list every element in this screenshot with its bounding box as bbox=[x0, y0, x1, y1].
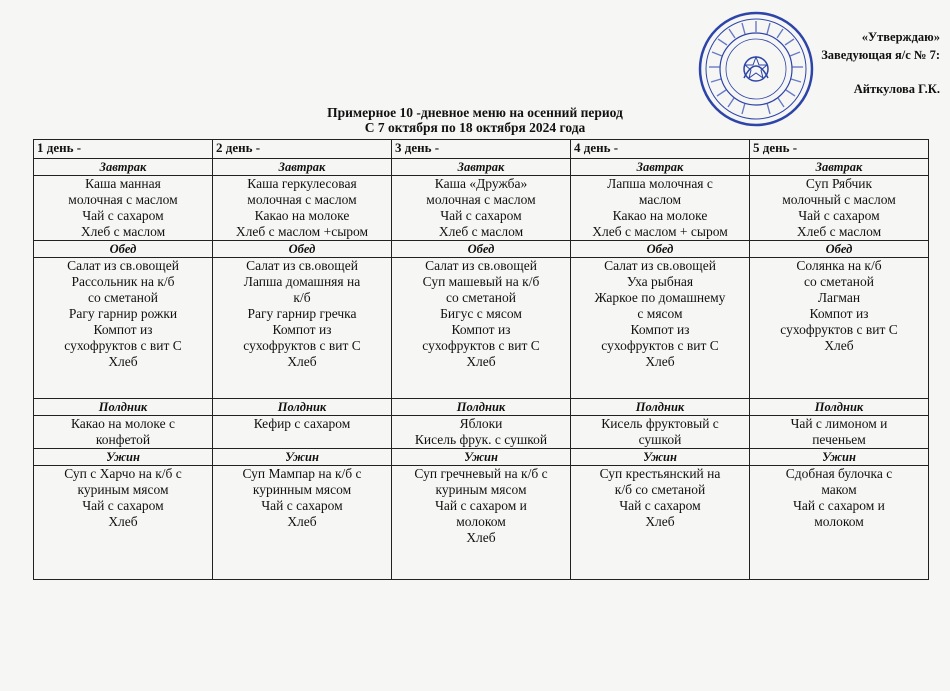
dish-line: Чай с лимоном и bbox=[790, 416, 888, 431]
dish-line: Рассольник на к/б bbox=[71, 274, 175, 289]
dish-line: Хлеб bbox=[108, 514, 138, 529]
dish-line: Суп с Харчо на к/б с bbox=[64, 466, 182, 481]
title-line-2: С 7 октября по 18 октября 2024 года bbox=[364, 120, 586, 135]
meal-label-row-lunch bbox=[34, 241, 929, 258]
dish-line: сухофруктов с вит С bbox=[780, 322, 898, 337]
menu-cell-snack bbox=[34, 416, 213, 449]
dish-line: Хлеб с маслом + сыром bbox=[592, 224, 728, 239]
dish-line: конфетой bbox=[95, 432, 151, 447]
dish-line: Какао на молоке с bbox=[70, 416, 176, 431]
dish-line: молочная с маслом bbox=[68, 192, 178, 207]
meal-label-lunch: Обед bbox=[392, 241, 571, 258]
menu-cell-dinner bbox=[750, 466, 929, 580]
approval-position: Заведующая я/с № 7: bbox=[821, 48, 940, 62]
dish-line: молоком bbox=[456, 514, 506, 529]
dish-line: Хлеб с маслом bbox=[438, 224, 524, 239]
meal-label-snack: Полдник bbox=[213, 399, 392, 416]
menu-cell-lunch bbox=[392, 258, 571, 399]
meal-label-breakfast: Завтрак bbox=[571, 159, 750, 176]
dish-line: Компот из bbox=[93, 322, 153, 337]
day-header-cell: 5 день - bbox=[750, 140, 929, 159]
dish-line: Каша геркулесовая bbox=[247, 176, 357, 191]
dish-line: Хлеб bbox=[645, 354, 675, 369]
menu-cell-breakfast bbox=[34, 176, 213, 241]
dishes-row-lunch bbox=[34, 258, 929, 399]
dish-line: Хлеб bbox=[466, 354, 496, 369]
dish-line: Хлеб с маслом bbox=[796, 224, 882, 239]
dish-line: Чай с сахаром и bbox=[793, 498, 885, 513]
dish-line: молочная с маслом bbox=[426, 192, 536, 207]
dish-line: Рагу гарнир гречка bbox=[247, 306, 357, 321]
dish-line: Хлеб с маслом +сыром bbox=[235, 224, 369, 239]
menu-title bbox=[0, 105, 950, 135]
dish-line: Компот из bbox=[630, 322, 690, 337]
menu-cell-lunch bbox=[750, 258, 929, 399]
approval-heading: «Утверждаю» bbox=[861, 30, 940, 44]
menu-cell-snack bbox=[392, 416, 571, 449]
dish-line: Хлеб bbox=[108, 354, 138, 369]
day-header-cell: 2 день - bbox=[213, 140, 392, 159]
meal-label-row-snack bbox=[34, 399, 929, 416]
dish-line: Компот из bbox=[272, 322, 332, 337]
menu-cell-dinner bbox=[392, 466, 571, 580]
dish-line: Чай с сахаром bbox=[261, 498, 343, 513]
dish-line: Компот из bbox=[451, 322, 511, 337]
dish-line: Хлеб bbox=[287, 354, 317, 369]
meal-label-breakfast: Завтрак bbox=[213, 159, 392, 176]
dish-line: Лагман bbox=[817, 290, 861, 305]
day-header-row bbox=[34, 140, 929, 159]
menu-cell-breakfast bbox=[750, 176, 929, 241]
meal-label-lunch: Обед bbox=[213, 241, 392, 258]
dish-line: Хлеб bbox=[287, 514, 317, 529]
menu-cell-dinner bbox=[34, 466, 213, 580]
approval-block bbox=[790, 28, 940, 98]
dish-line: Суп гречневый на к/б с bbox=[414, 466, 548, 481]
dish-line: сушкой bbox=[638, 432, 682, 447]
dish-line: сухофруктов с вит С bbox=[422, 338, 540, 353]
meal-label-dinner: Ужин bbox=[34, 449, 213, 466]
dish-line: со сметаной bbox=[804, 274, 874, 289]
dish-line: Кисель фрук. с сушкой bbox=[414, 432, 548, 447]
dish-line: Кефир с сахаром bbox=[253, 416, 351, 431]
meal-label-lunch: Обед bbox=[750, 241, 929, 258]
meal-label-snack: Полдник bbox=[34, 399, 213, 416]
meal-label-dinner: Ужин bbox=[392, 449, 571, 466]
meal-label-snack: Полдник bbox=[392, 399, 571, 416]
dish-line: Чай с сахаром и bbox=[435, 498, 527, 513]
dish-line: Уха рыбная bbox=[626, 274, 694, 289]
dish-line: Суп Мампар на к/б с bbox=[242, 466, 362, 481]
dish-line: Салат из св.овощей bbox=[246, 258, 358, 273]
dish-line: Чай с сахаром bbox=[798, 208, 880, 223]
dishes-row-snack bbox=[34, 416, 929, 449]
dish-line: Какао на молоке bbox=[612, 208, 708, 223]
menu-cell-snack bbox=[750, 416, 929, 449]
dish-line: со сметаной bbox=[88, 290, 158, 305]
meal-label-dinner: Ужин bbox=[571, 449, 750, 466]
menu-cell-breakfast bbox=[213, 176, 392, 241]
approval-name: Айткулова Г.К. bbox=[853, 82, 940, 96]
dishes-row-breakfast bbox=[34, 176, 929, 241]
dish-line: Салат из св.овощей bbox=[604, 258, 716, 273]
dish-line: Суп Рябчик bbox=[805, 176, 873, 191]
dish-line: Суп крестьянский на bbox=[599, 466, 721, 481]
meal-label-lunch: Обед bbox=[34, 241, 213, 258]
dish-line: к/б со сметаной bbox=[614, 482, 706, 497]
dish-line: Чай с сахаром bbox=[82, 208, 164, 223]
day-header-cell: 1 день - bbox=[34, 140, 213, 159]
meal-label-snack: Полдник bbox=[750, 399, 929, 416]
dish-line: Чай с сахаром bbox=[82, 498, 164, 513]
menu-cell-lunch bbox=[213, 258, 392, 399]
menu-cell-dinner bbox=[571, 466, 750, 580]
dish-line: Хлеб bbox=[645, 514, 675, 529]
dish-line: Каша манная bbox=[85, 176, 161, 191]
dish-line: маком bbox=[821, 482, 857, 497]
dish-line: молоком bbox=[814, 514, 864, 529]
dish-line: Сдобная булочка с bbox=[785, 466, 893, 481]
dish-line: сухофруктов с вит С bbox=[64, 338, 182, 353]
dish-line: Солянка на к/б bbox=[796, 258, 882, 273]
dish-line: Яблоки bbox=[459, 416, 503, 431]
dish-line: печеньем bbox=[812, 432, 866, 447]
dish-line: молочный с маслом bbox=[782, 192, 896, 207]
dish-line: Хлеб bbox=[824, 338, 854, 353]
meal-label-lunch: Обед bbox=[571, 241, 750, 258]
dish-line: Чай с сахаром bbox=[440, 208, 522, 223]
meal-label-snack: Полдник bbox=[571, 399, 750, 416]
dish-line: Кисель фруктовый с bbox=[601, 416, 719, 431]
dish-line: Хлеб bbox=[466, 530, 496, 545]
dish-line: Компот из bbox=[809, 306, 869, 321]
dish-line: куринным мясом bbox=[252, 482, 352, 497]
dish-line: Лапша домашняя на bbox=[243, 274, 361, 289]
day-header-cell: 3 день - bbox=[392, 140, 571, 159]
meal-label-row-dinner bbox=[34, 449, 929, 466]
menu-cell-snack bbox=[571, 416, 750, 449]
menu-cell-snack bbox=[213, 416, 392, 449]
title-line-1: Примерное 10 -дневное меню на осенний период bbox=[327, 105, 623, 120]
dish-line: маслом bbox=[638, 192, 682, 207]
dish-line: Хлеб с маслом bbox=[80, 224, 166, 239]
meal-label-row-breakfast bbox=[34, 159, 929, 176]
dish-line: Рагу гарнир рожки bbox=[68, 306, 178, 321]
dish-line: сухофруктов с вит С bbox=[243, 338, 361, 353]
meal-label-dinner: Ужин bbox=[750, 449, 929, 466]
menu-cell-lunch bbox=[34, 258, 213, 399]
dish-line: Салат из св.овощей bbox=[67, 258, 179, 273]
dish-line: к/б bbox=[293, 290, 311, 305]
dish-line: Лапша молочная с bbox=[607, 176, 713, 191]
meal-label-dinner: Ужин bbox=[213, 449, 392, 466]
menu-cell-dinner bbox=[213, 466, 392, 580]
meal-label-breakfast: Завтрак bbox=[34, 159, 213, 176]
dish-line: молочная с маслом bbox=[247, 192, 357, 207]
menu-cell-breakfast bbox=[392, 176, 571, 241]
dish-line: с мясом bbox=[637, 306, 683, 321]
menu-cell-lunch bbox=[571, 258, 750, 399]
dish-line: куриным мясом bbox=[435, 482, 527, 497]
dish-line: Салат из св.овощей bbox=[425, 258, 537, 273]
menu-table bbox=[33, 139, 929, 580]
dish-line: Чай с сахаром bbox=[619, 498, 701, 513]
dish-line: куриным мясом bbox=[77, 482, 169, 497]
dish-line: Жаркое по домашнему bbox=[594, 290, 726, 305]
menu-cell-breakfast bbox=[571, 176, 750, 241]
meal-label-breakfast: Завтрак bbox=[392, 159, 571, 176]
dishes-row-dinner bbox=[34, 466, 929, 580]
day-header-cell: 4 день - bbox=[571, 140, 750, 159]
dish-line: сухофруктов с вит С bbox=[601, 338, 719, 353]
dish-line: Каша «Дружба» bbox=[434, 176, 528, 191]
dish-line: Суп машевый на к/б bbox=[422, 274, 540, 289]
dish-line: Какао на молоке bbox=[254, 208, 350, 223]
dish-line: Бигус с мясом bbox=[440, 306, 522, 321]
dish-line: со сметаной bbox=[446, 290, 516, 305]
meal-label-breakfast: Завтрак bbox=[750, 159, 929, 176]
